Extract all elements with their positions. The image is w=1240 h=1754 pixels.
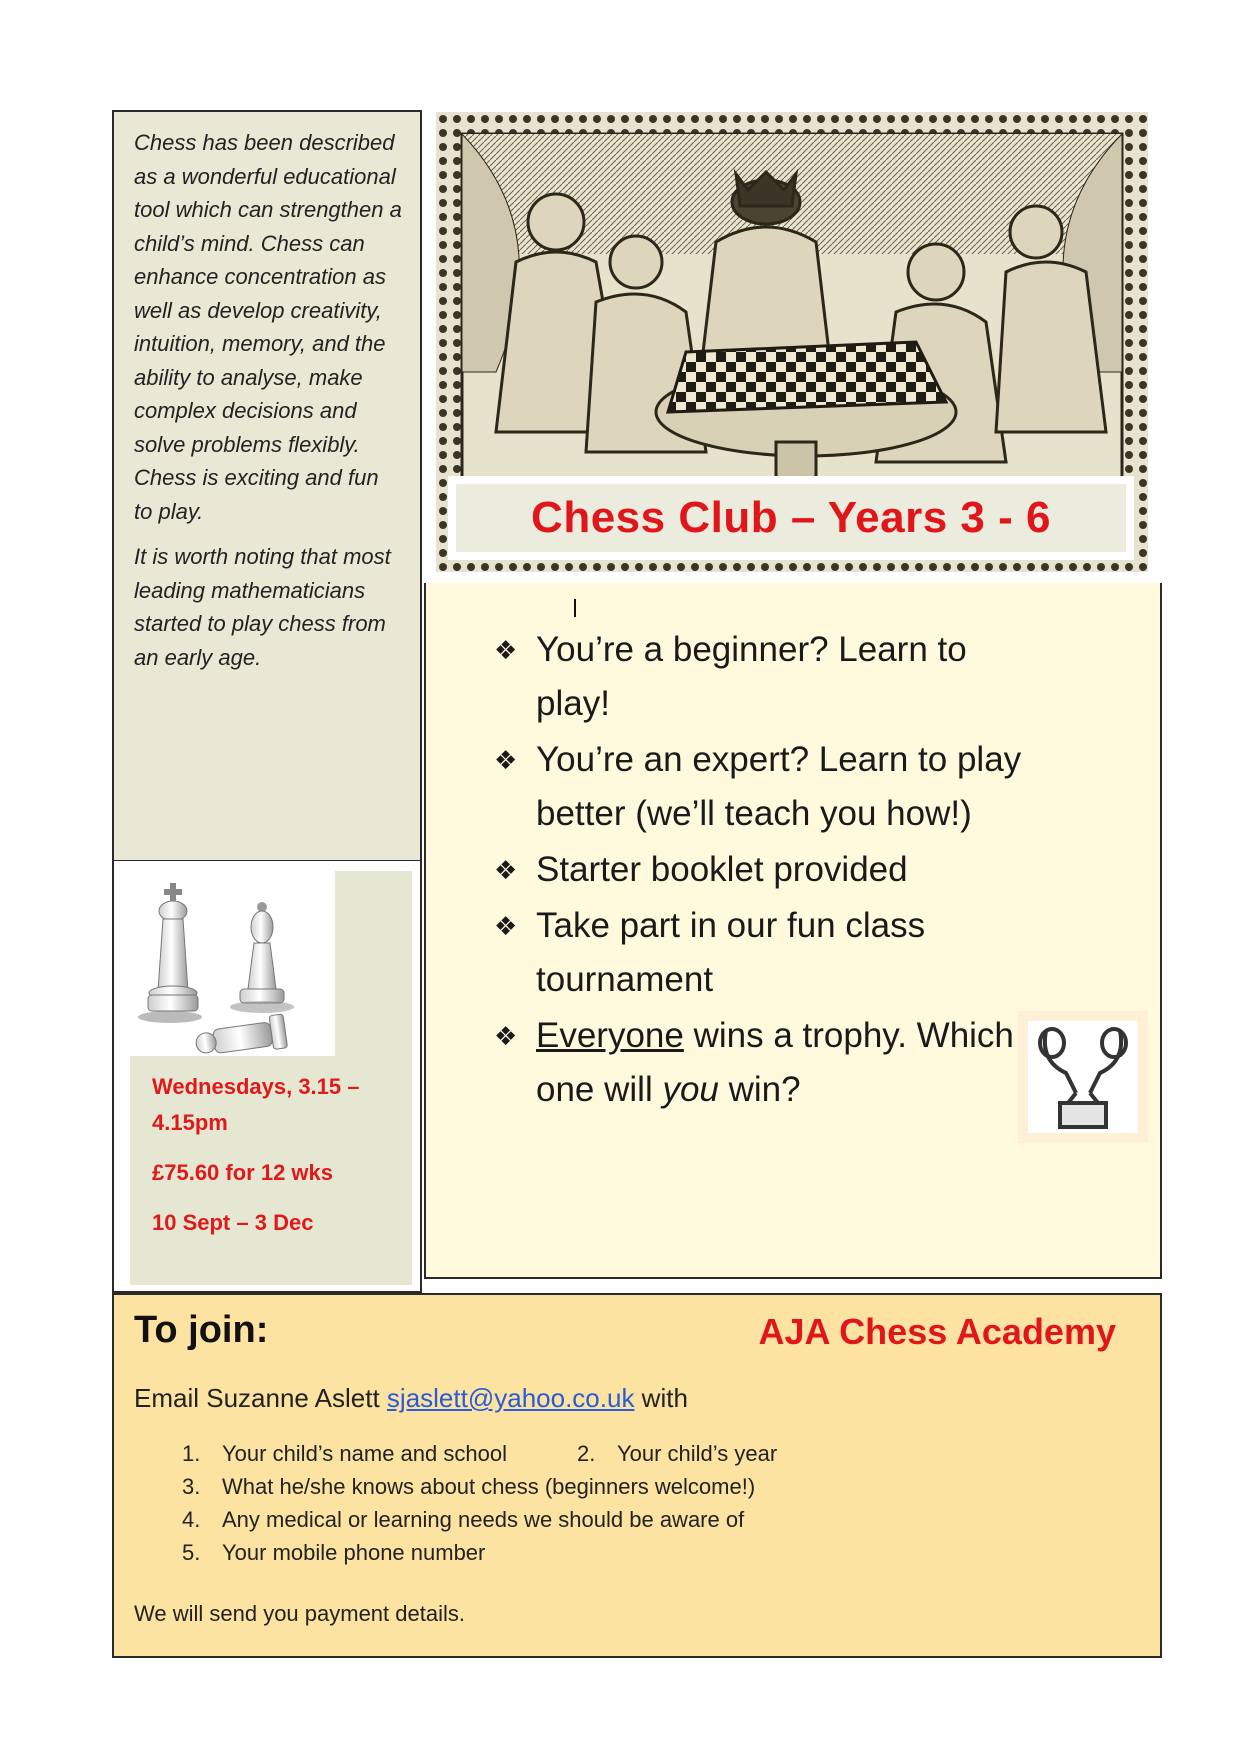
bullet-item: ❖ Take part in our fun class tournament — [494, 899, 1034, 1007]
bullet-item: ❖ You’re a beginner? Learn to play! — [494, 623, 1034, 731]
chess-pieces-image — [130, 871, 335, 1056]
chess-pieces-icon — [130, 871, 335, 1056]
schedule-details — [152, 1069, 402, 1255]
trophy-icon — [1028, 1021, 1138, 1133]
trophy-image — [1018, 1011, 1148, 1143]
diamond-bullet-icon: ❖ — [494, 911, 518, 941]
schedule-price: £75.60 for 12 wks — [152, 1160, 334, 1185]
hero-image — [424, 104, 1162, 580]
list-item: 4. Any medical or learning needs we should be aware of — [182, 1507, 745, 1532]
schedule-dates: 10 Sept – 3 Dec — [152, 1210, 314, 1235]
schedule-box — [130, 871, 412, 1285]
bullet-item-trophy: ❖ Everyone wins a trophy. Which one will you win? — [494, 1009, 1034, 1117]
list-item: 1. Your child’s name and school 2. Your child’s year — [182, 1441, 778, 1466]
bullet-item: ❖ Starter booklet provided — [494, 843, 1034, 897]
intro-paragraph-2: It is worth noting that most leading mathematicians started to play chess from an early age. — [134, 544, 391, 670]
intro-panel — [112, 110, 422, 862]
list-item: 5. Your mobile phone number — [182, 1540, 486, 1565]
academy-name: AJA Chess Academy — [758, 1311, 1116, 1352]
email-instruction: Email Suzanne Aslett sjaslett@yahoo.co.uk with — [134, 1383, 688, 1413]
list-item: 3. What he/she knows about chess (beginners welcome!) — [182, 1474, 756, 1499]
diamond-bullet-icon: ❖ — [494, 745, 518, 775]
diamond-bullet-icon: ❖ — [494, 1021, 518, 1051]
text-cursor — [574, 599, 576, 617]
schedule-day: Wednesdays, 3.15 – 4.15pm — [152, 1074, 360, 1135]
bullets-panel — [424, 583, 1162, 1279]
page-title: Chess Club – Years 3 - 6 — [531, 493, 1051, 542]
everyone-emphasis: Everyone — [536, 1016, 684, 1055]
schedule-panel — [112, 861, 422, 1293]
diamond-bullet-icon: ❖ — [494, 635, 518, 665]
join-steps — [182, 1437, 777, 1569]
join-title: To join: — [134, 1309, 269, 1351]
hero-title-box — [456, 484, 1126, 552]
diamond-bullet-icon: ❖ — [494, 855, 518, 885]
join-panel — [112, 1293, 1162, 1658]
intro-paragraph-1: Chess has been described as a wonderful educational tool which can strengthen a child’s mind. Chess can enhance concentration as well as develop creativity, intuition, memory, and the ability to analyse, make complex decisions and solve problems flexibly. Chess is exciting and fun to play. — [134, 130, 402, 524]
you-emphasis: you — [662, 1070, 719, 1109]
bullet-item: ❖ You’re an expert? Learn to play better (we’ll teach you how!) — [494, 733, 1034, 841]
payment-note: We will send you payment details. — [134, 1601, 465, 1626]
email-link[interactable]: sjaslett@yahoo.co.uk — [386, 1383, 635, 1413]
bullet-list — [494, 623, 1034, 1119]
